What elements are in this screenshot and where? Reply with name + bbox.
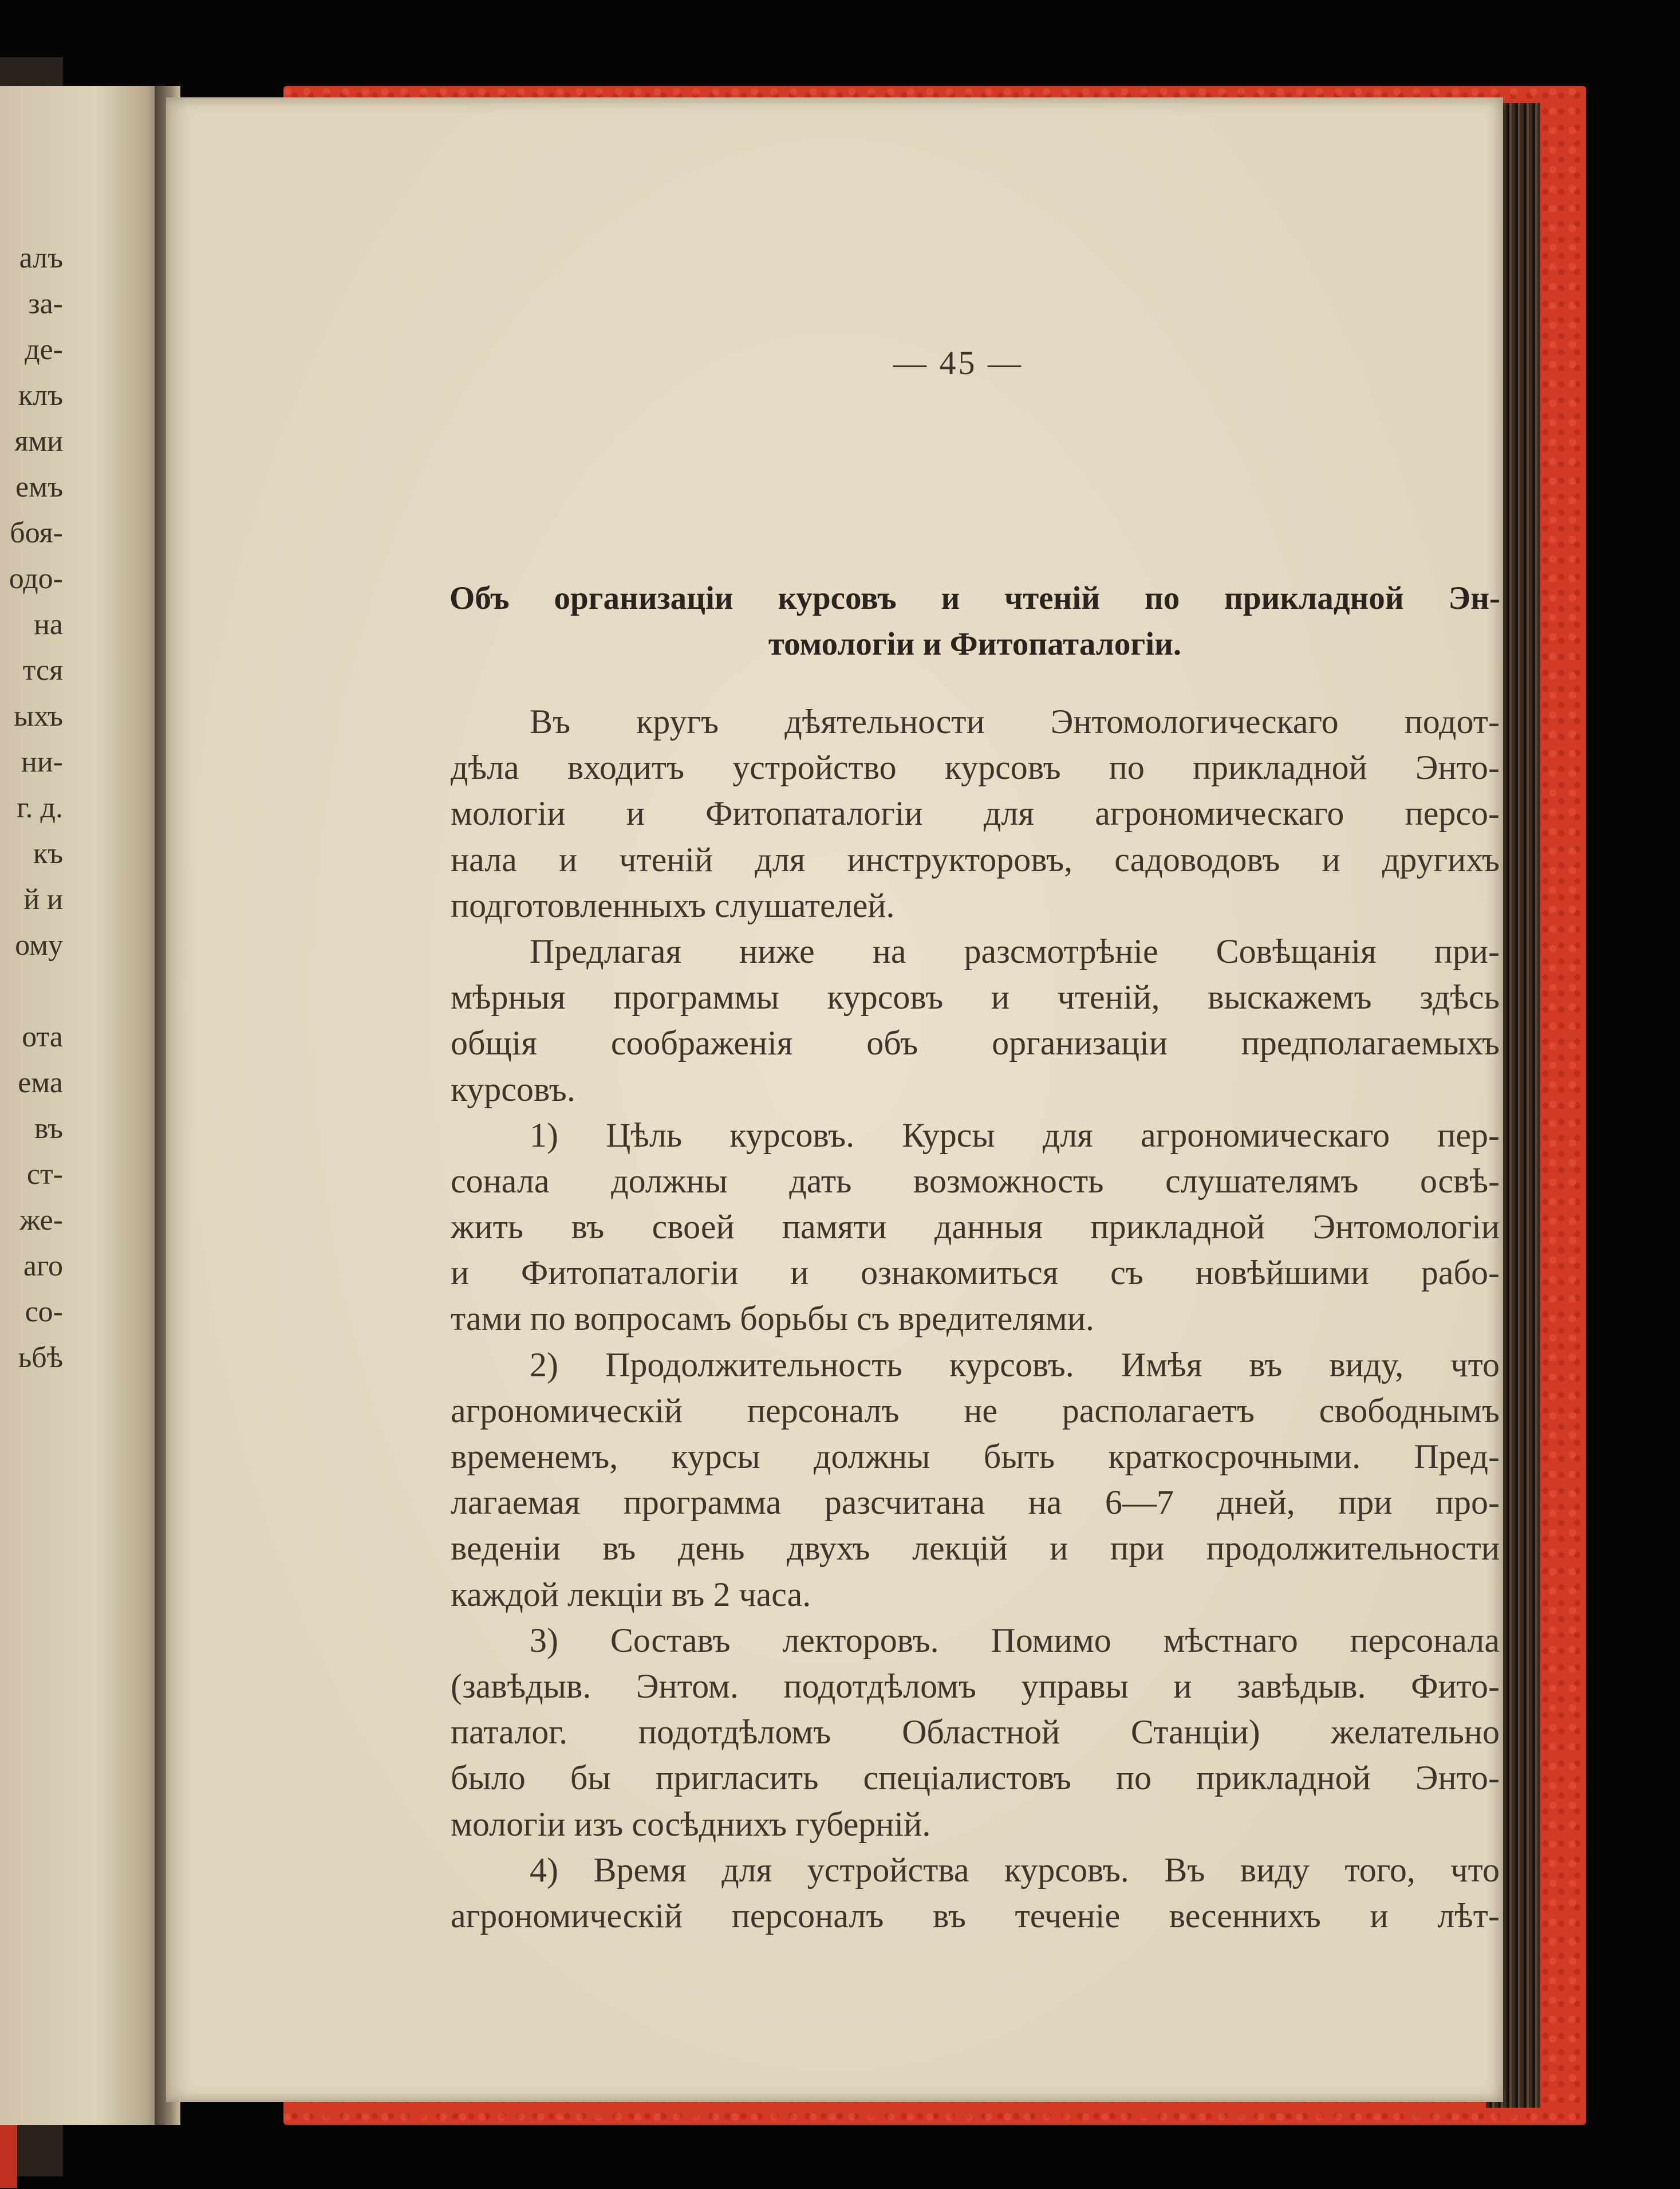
- left-page-fragment: ыхъ: [14, 700, 63, 733]
- left-page-fragment: ни-: [21, 746, 63, 778]
- left-page-fragment: алъ: [19, 242, 63, 274]
- left-page-fragment: ст-: [26, 1158, 63, 1191]
- page-number: — 45 —: [893, 344, 1023, 381]
- text-line: сонала должны дать возможность слушателямъ освѣ-: [451, 1162, 1500, 1200]
- heading-line-2: томологіи и Фитопаталогіи.: [768, 626, 1182, 662]
- left-page-fragment: емъ: [15, 471, 63, 503]
- left-page-fragment: со-: [25, 1296, 63, 1328]
- left-page-fragment: одо-: [9, 562, 63, 595]
- text-line: мѣрныя программы курсовъ и чтеній, выскажемъ здѣсь: [451, 978, 1500, 1017]
- left-page-fragment: тся: [22, 654, 63, 687]
- text-line: (завѣдыв. Энтом. подотдѣломъ управы и завѣдыв. Фито-: [451, 1667, 1500, 1705]
- text-line: и Фитопаталогіи и ознакомиться съ новѣйшими рабо-: [451, 1254, 1500, 1292]
- text-line: паталог. подотдѣломъ Областной Станціи) желательно: [451, 1713, 1500, 1751]
- text-line: каждой лекціи въ 2 часа.: [451, 1575, 811, 1613]
- left-page-fragment: де-: [25, 333, 63, 366]
- left-page-fragment: же-: [19, 1204, 63, 1237]
- left-page-fragment: клъ: [18, 379, 63, 412]
- text-line: мологіи изъ сосѣднихъ губерній.: [451, 1805, 931, 1843]
- text-line: Въ кругъ дѣятельности Энтомологическаго подот-: [530, 703, 1500, 741]
- left-page-fragment: въ: [34, 1112, 63, 1145]
- left-page-fragment: й и: [23, 883, 63, 916]
- text-line: Предлагая ниже на разсмотрѣніе Совѣщанія при-: [530, 932, 1500, 970]
- left-page-fragment: на: [34, 608, 63, 641]
- left-page-fragment: ями: [14, 425, 63, 458]
- text-line: агрономическій персоналъ въ теченіе весеннихъ и лѣт-: [451, 1896, 1500, 1935]
- text-line: 1) Цѣль курсовъ. Курсы для агрономическаго пер-: [530, 1116, 1500, 1154]
- text-line: общія соображенія объ организаціи предполагаемыхъ: [451, 1024, 1500, 1062]
- left-page-fragment: за-: [28, 288, 63, 320]
- text-line: курсовъ.: [451, 1070, 575, 1108]
- text-line: тами по вопросамъ борьбы съ вредителями.: [451, 1300, 1094, 1338]
- text-line: подготовленныхъ слушателей.: [451, 886, 895, 924]
- left-page-fragment: ема: [18, 1066, 63, 1099]
- text-line: дѣла входитъ устройство курсовъ по прикладной Энто-: [451, 749, 1500, 787]
- left-page: [0, 86, 172, 2125]
- text-line: временемъ, курсы должны быть краткосрочными. Пред-: [451, 1438, 1500, 1475]
- section-heading: [449, 576, 1500, 667]
- text-line: 3) Составъ лекторовъ. Помимо мѣстнаго персонала: [530, 1621, 1500, 1659]
- left-page-fragment: ому: [15, 929, 63, 962]
- text-line: мологіи и Фитопаталогіи для агрономическаго персо-: [451, 794, 1500, 833]
- text-line: жить въ своей памяти данныя прикладной Энтомологіи: [451, 1208, 1500, 1246]
- text-line: 4) Время для устройства курсовъ. Въ виду того, что: [530, 1851, 1500, 1889]
- text-line: было бы пригласить спеціалистовъ по прикладной Энто-: [451, 1759, 1500, 1797]
- left-page-fragment: къ: [33, 837, 63, 870]
- text-line: лагаемая программа разсчитана на 6—7 дней, при про-: [451, 1483, 1500, 1522]
- left-page-fragment: аго: [23, 1250, 63, 1282]
- left-page-fragment: г. д.: [17, 792, 63, 824]
- text-line: агрономическій персоналъ не располагаетъ свободнымъ: [451, 1391, 1500, 1430]
- right-page: [166, 97, 1503, 2102]
- text-line: 2) Продолжительность курсовъ. Имѣя въ виду, что: [530, 1345, 1500, 1384]
- heading-line-1: Объ организаціи курсовъ и чтеній по прикладной Эн-: [449, 580, 1500, 616]
- text-line: нала и чтеній для инструкторовъ, садоводовъ и другихъ: [451, 840, 1500, 879]
- text-line: веденіи въ день двухъ лекцій и при продолжительности: [451, 1529, 1500, 1568]
- left-page-fragment: ьбѣ: [18, 1341, 63, 1374]
- left-page-fragment: ота: [22, 1021, 63, 1053]
- body-text: [451, 699, 1500, 1939]
- left-page-fragment: боя-: [10, 517, 63, 549]
